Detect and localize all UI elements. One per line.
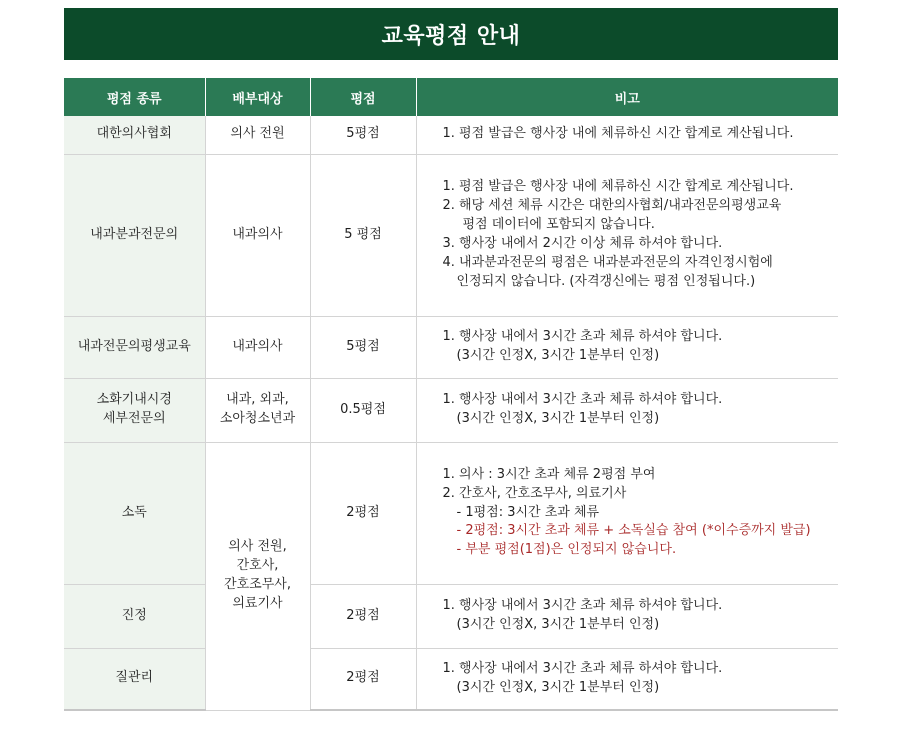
target-label: 의사 전원,: [228, 539, 287, 555]
header-remarks: 비고: [416, 78, 838, 116]
remark-line: 2. 해당 세션 체류 시간은 대한의사협회/내과전문의평생교육: [442, 198, 782, 214]
target-cell: [205, 116, 310, 154]
credit-type-cell: [64, 154, 205, 316]
target-cell: [205, 442, 310, 710]
remark-line: 3. 행사장 내에서 2시간 이상 체류 하셔야 합니다.: [442, 236, 723, 251]
credit-type-label: 진정: [121, 607, 147, 623]
target-cell: [205, 316, 310, 378]
table-row: [64, 584, 838, 648]
remark-line: 1. 행사장 내에서 3시간 초과 체류 하셔야 합니다.: [442, 329, 723, 345]
credit-type-label: 세부전문의: [102, 411, 166, 426]
credit-cell: 0.5평점: [310, 378, 416, 442]
remarks-cell: [416, 316, 838, 378]
credit-cell: 5평점: [310, 316, 416, 378]
remark-line: 1. 평점 발급은 행사장 내에 체류하신 시간 합계로 계산됩니다.: [442, 179, 794, 195]
remark-line: 2. 간호사, 간호조무사, 의료기사: [442, 485, 627, 501]
credit-type-label: 내과전문의평생교육: [77, 338, 191, 354]
credit-type-cell: [64, 584, 205, 648]
remarks-cell: [416, 154, 838, 316]
target-label: 내과의사: [232, 226, 283, 242]
header-target: 배부대상: [205, 78, 310, 116]
remark-line: (3시간 인정X, 3시간 1분부터 인정): [456, 411, 660, 426]
target-label: 소아청소년과: [219, 411, 296, 426]
credit-type-cell: [64, 648, 205, 710]
remark-line: 1. 행사장 내에서 3시간 초과 체류 하셔야 합니다.: [442, 660, 723, 676]
page-title: 교육평점 안내: [64, 8, 838, 60]
remarks-cell: [416, 378, 838, 442]
credit-table: [64, 78, 838, 711]
credit-type-cell: [64, 378, 205, 442]
target-label: 내과의사: [232, 338, 283, 354]
remarks-cell: [416, 584, 838, 648]
credit-cell: 5 평점: [310, 154, 416, 316]
credit-type-label: 질관리: [115, 670, 154, 686]
table-row: [64, 154, 838, 316]
remark-line-highlight: - 2평점: 3시간 초과 체류 + 소독실습 참여 (*이수증까지 발급): [456, 523, 811, 539]
credit-type-label: 대한의사협회: [96, 126, 172, 142]
remark-line: (3시간 인정X, 3시간 1분부터 인정): [456, 679, 660, 695]
credit-cell: 2평점: [310, 584, 416, 648]
credit-type-label: 소화기내시경: [96, 392, 172, 408]
target-label: 간호조무사,: [224, 577, 291, 592]
credit-type-label: 소독: [121, 504, 147, 520]
remark-line: (3시간 인정X, 3시간 1분부터 인정): [456, 348, 660, 363]
remark-line: 인정되지 않습니다. (자격갱신에는 평점 인정됩니다.): [456, 273, 756, 289]
table-row: [64, 442, 838, 584]
target-label: 의료기사: [232, 595, 283, 611]
table-header-row: [64, 78, 838, 116]
remark-line: - 1평점: 3시간 초과 체류: [456, 504, 600, 520]
remarks-cell: [416, 116, 838, 154]
credit-type-cell: [64, 116, 205, 154]
table-row: [64, 648, 838, 710]
target-label: 내과, 외과,: [226, 392, 289, 408]
table-row: [64, 116, 838, 154]
table-row: [64, 316, 838, 378]
remark-line: 4. 내과분과전문의 평점은 내과분과전문의 자격인정시험에: [442, 254, 773, 270]
remark-line: 1. 의사 : 3시간 초과 체류 2평점 부여: [442, 466, 656, 482]
credit-cell: 5평점: [310, 116, 416, 154]
remark-line: 1. 행사장 내에서 3시간 초과 체류 하셔야 합니다.: [442, 392, 723, 408]
target-cell: [205, 378, 310, 442]
credit-type-label: 내과분과전문의: [90, 226, 179, 242]
remarks-cell: [416, 648, 838, 710]
target-cell: [205, 154, 310, 316]
remark-line-highlight: - 부분 평점(1점)은 인정되지 않습니다.: [456, 542, 677, 558]
header-credit-type: 평점 종류: [64, 78, 205, 116]
remark-line: 1. 행사장 내에서 3시간 초과 체류 하셔야 합니다.: [442, 598, 723, 614]
header-credit: 평점: [310, 78, 416, 116]
credit-type-cell: [64, 316, 205, 378]
credit-type-cell: [64, 442, 205, 584]
remark-line: 평점 데이터에 포함되지 않습니다.: [462, 217, 655, 233]
target-label: 의사 전원: [230, 126, 285, 142]
credit-cell: 2평점: [310, 442, 416, 584]
credit-cell: 2평점: [310, 648, 416, 710]
remarks-cell: [416, 442, 838, 584]
remark-line: 1. 평점 발급은 행사장 내에 체류하신 시간 합계로 계산됩니다.: [442, 126, 794, 142]
table-row: [64, 378, 838, 442]
remark-line: (3시간 인정X, 3시간 1분부터 인정): [456, 617, 660, 632]
target-label: 간호사,: [236, 558, 279, 574]
